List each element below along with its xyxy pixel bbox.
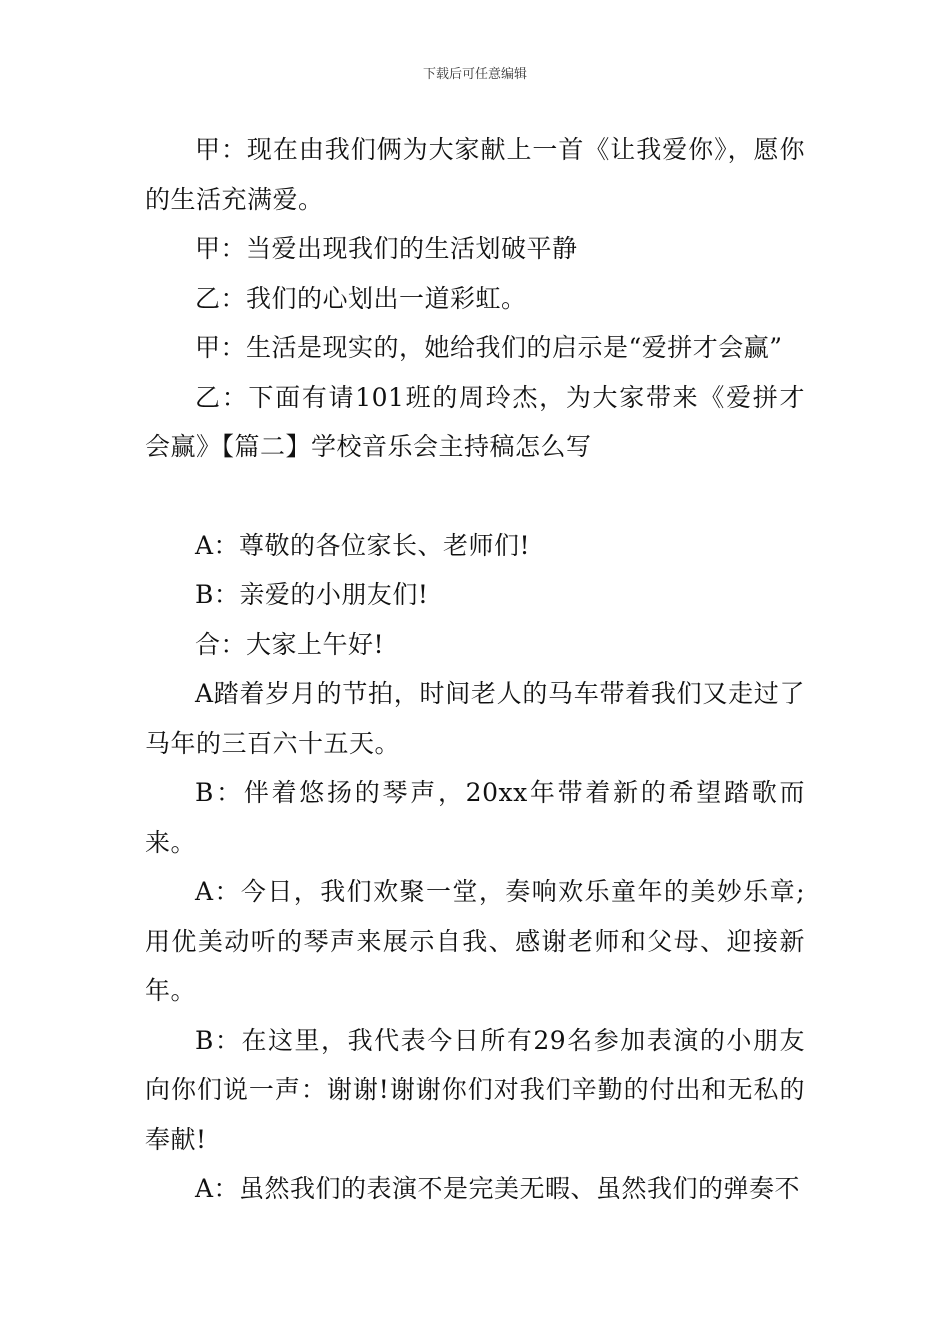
paragraph: 甲：生活是现实的，她给我们的启示是“爱拼才会赢”: [195, 333, 783, 362]
paragraph: B：亲爱的小朋友们!: [195, 580, 429, 609]
document-body: [145, 125, 805, 1214]
paragraph: B：伴着悠扬的琴声，20xx年带着新的希望踏歌而来。: [145, 778, 805, 857]
blank-line: [145, 472, 805, 521]
paragraph: A：虽然我们的表演不是完美无暇、虽然我们的弹奏不: [195, 1174, 801, 1203]
paragraph: 合：大家上午好!: [195, 629, 385, 659]
paragraph: 乙：下面有请101班的周玲杰，为大家带来《爱拼才会赢》【篇二】学校音乐会主持稿怎么写: [145, 382, 805, 461]
page-header: 下载后可任意编辑: [422, 67, 527, 82]
paragraph: A：尊敬的各位家长、老师们!: [195, 530, 531, 560]
paragraph: 甲：现在由我们俩为大家献上一首《让我爱你》，愿你的生活充满爱。: [145, 135, 805, 214]
paragraph: B：在这里，我代表今日所有29名参加表演的小朋友向你们说一声：谢谢!谢谢你们对我们辛勤的付出和无私的奉献!: [145, 1025, 805, 1154]
paragraph: 乙：我们的心划出一道彩虹。: [195, 283, 527, 313]
paragraph: A踏着岁月的节拍，时间老人的马车带着我们又走过了马年的三百六十五天。: [145, 679, 805, 758]
paragraph: 甲：当爱出现我们的生活划破平静: [195, 234, 578, 263]
paragraph: A：今日，我们欢聚一堂，奏响欢乐童年的美妙乐章;用优美动听的琴声来展示自我、感谢老师和父母、迎接新年。: [145, 877, 805, 1005]
